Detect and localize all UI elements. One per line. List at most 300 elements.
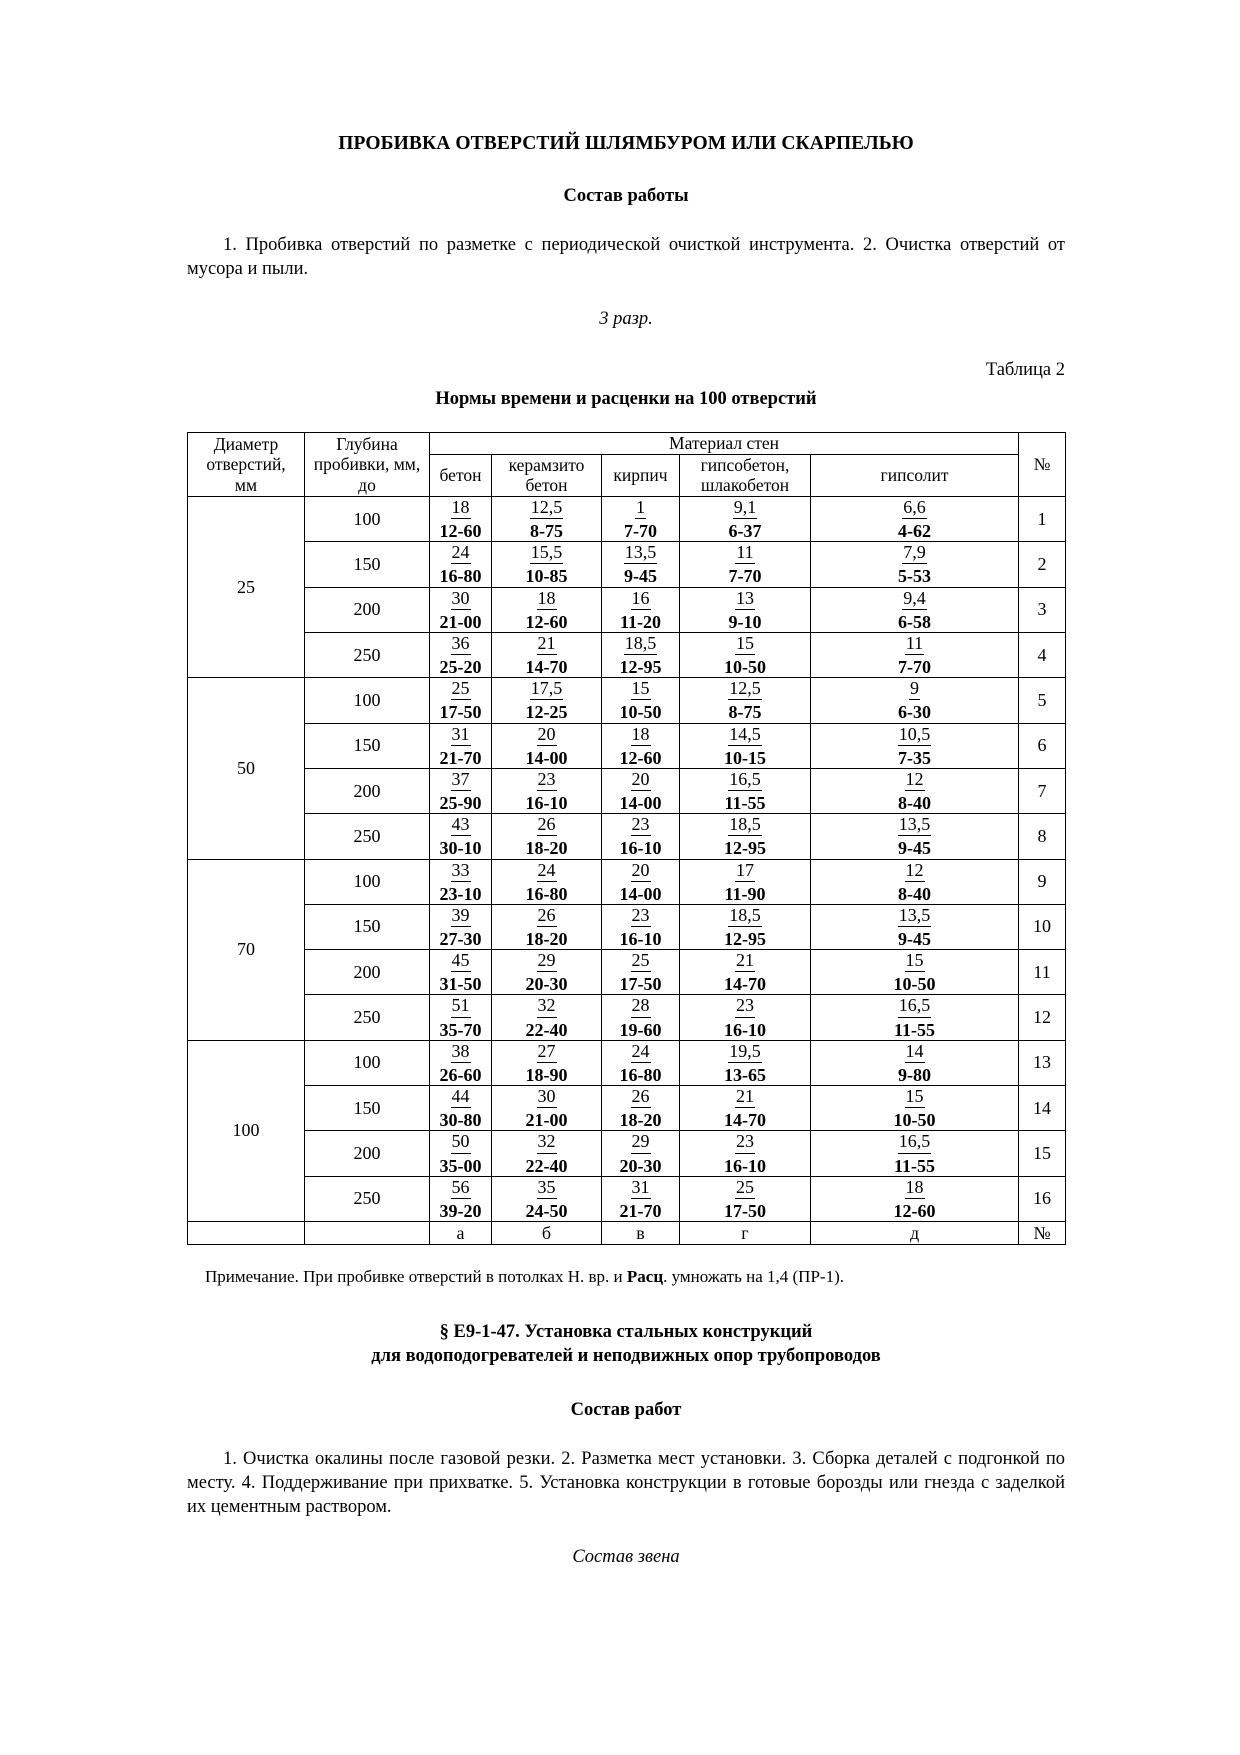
- price-rate: 16-80: [619, 1064, 662, 1085]
- time-norm: 12: [905, 769, 925, 791]
- price-rate: 12-60: [893, 1200, 936, 1221]
- section2-title-line2: для водоподогревателей и неподвижных опор трубопроводов: [371, 1346, 881, 1367]
- cell-diameter: 50: [188, 678, 305, 859]
- document-page: [187, 0, 1065, 1568]
- time-norm: 32: [537, 995, 557, 1017]
- cell-row-number: 6: [1019, 723, 1066, 768]
- time-norm: 7,9: [902, 542, 927, 564]
- cell-gipsobeton: [680, 995, 811, 1040]
- section2-composition-heading: Состав работ: [570, 1399, 682, 1420]
- cell-row-number: 3: [1019, 587, 1066, 632]
- cell-kirpich: [602, 1086, 680, 1131]
- price-rate: 23-10: [439, 883, 482, 904]
- price-rate: 10-50: [893, 974, 936, 995]
- price-rate: 18-90: [525, 1064, 568, 1085]
- time-norm: 13,5: [898, 905, 932, 927]
- table-row: [188, 497, 1066, 542]
- table-title: Нормы времени и расценки на 100 отверстий: [435, 389, 817, 410]
- price-rate: 21-00: [439, 611, 482, 632]
- cell-kirpich: [602, 587, 680, 632]
- time-norm: 28: [631, 995, 651, 1017]
- time-norm: 51: [451, 995, 471, 1017]
- time-norm: 1: [635, 497, 646, 519]
- composition-paragraph: 1. Пробивка отверстий по разметке с периодической очисткой инструмента. 2. Очистка отверстий от мусора и пыли.: [187, 235, 1065, 280]
- price-rate: 14-00: [619, 883, 662, 904]
- time-norm: 27: [537, 1041, 557, 1063]
- worker-rank: 3 разр.: [599, 309, 653, 330]
- price-rate: 9-45: [898, 928, 932, 949]
- price-rate: 18-20: [619, 1110, 662, 1131]
- price-rate: 22-40: [525, 1019, 568, 1040]
- cell-gipsobeton: [680, 497, 811, 542]
- time-norm: 20: [537, 724, 557, 746]
- cell-row-number: 13: [1019, 1040, 1066, 1085]
- cell-gipsolit: [811, 950, 1019, 995]
- header-depth-line1: Глубина: [336, 433, 398, 454]
- price-rate: 16-10: [724, 1019, 766, 1040]
- header-diameter-line1: Диаметр: [213, 433, 279, 454]
- cell-keramzitobeton: [492, 768, 602, 813]
- time-norm: 56: [451, 1177, 471, 1199]
- table-row: [188, 1040, 1066, 1085]
- cell-beton: [430, 950, 492, 995]
- cell-beton: [430, 768, 492, 813]
- price-rate: 30-10: [439, 838, 482, 859]
- time-norm: 21: [537, 633, 557, 655]
- cell-depth: 200: [305, 768, 430, 813]
- cell-beton: [430, 859, 492, 904]
- time-norm: 16: [631, 588, 651, 610]
- cell-depth: 150: [305, 904, 430, 949]
- price-rate: 12-60: [439, 521, 482, 542]
- price-rate: 18-20: [525, 838, 568, 859]
- price-rate: 31-50: [439, 974, 482, 995]
- cell-column-letter: №: [1019, 1222, 1066, 1245]
- price-rate: 20-30: [525, 974, 568, 995]
- time-norm: 35: [537, 1177, 557, 1199]
- price-rate: 30-80: [439, 1110, 482, 1131]
- cell-kirpich: [602, 1176, 680, 1221]
- time-norm: 25: [735, 1177, 755, 1199]
- cell-row-number: 16: [1019, 1176, 1066, 1221]
- header-depth-line2: пробивки, мм,: [313, 454, 421, 475]
- time-norm: 31: [631, 1177, 651, 1199]
- time-norm: 9: [909, 678, 920, 700]
- cell-gipsolit: [811, 542, 1019, 587]
- price-rate: 9-80: [898, 1064, 932, 1085]
- time-norm: 13: [735, 588, 755, 610]
- cell-depth: 150: [305, 1086, 430, 1131]
- time-norm: 12: [905, 860, 925, 882]
- cell-depth: 100: [305, 1040, 430, 1085]
- cell-row-number: 10: [1019, 904, 1066, 949]
- header-number: №: [1019, 433, 1066, 497]
- price-rate: 12-60: [619, 747, 662, 768]
- time-norm: 13,5: [898, 814, 932, 836]
- price-rate: 22-40: [525, 1155, 568, 1176]
- cell-gipsolit: [811, 497, 1019, 542]
- table-row: [188, 995, 1066, 1040]
- table-body: [188, 497, 1066, 1222]
- cell-gipsolit: [811, 632, 1019, 677]
- norms-table: [187, 432, 1066, 1245]
- cell-gipsobeton: [680, 542, 811, 587]
- cell-kirpich: [602, 497, 680, 542]
- header-depth-line3: до: [358, 474, 376, 495]
- cell-depth: 250: [305, 995, 430, 1040]
- price-rate: 17-50: [724, 1200, 766, 1221]
- cell-column-letter: д: [811, 1222, 1019, 1245]
- table-header: [188, 433, 1066, 497]
- header-material-gipsolit: гипсолит: [811, 454, 1019, 496]
- price-rate: 19-60: [619, 1019, 662, 1040]
- time-norm: 26: [537, 814, 557, 836]
- table-row: [188, 950, 1066, 995]
- cell-beton: [430, 1040, 492, 1085]
- header-keramzito-line1: керамзито: [508, 454, 585, 475]
- time-norm: 29: [631, 1131, 651, 1153]
- cell-kirpich: [602, 632, 680, 677]
- time-norm: 25: [451, 678, 471, 700]
- cell-gipsobeton: [680, 768, 811, 813]
- time-norm: 26: [631, 1086, 651, 1108]
- time-norm: 15: [631, 678, 651, 700]
- time-norm: 44: [451, 1086, 471, 1108]
- section2-title-line1: § Е9-1-47. Установка стальных конструкций: [439, 1322, 813, 1343]
- cell-gipsobeton: [680, 587, 811, 632]
- table-row: [188, 587, 1066, 632]
- header-depth: [305, 433, 430, 497]
- cell-kirpich: [602, 859, 680, 904]
- time-norm: 24: [451, 542, 471, 564]
- time-norm: 23: [631, 814, 651, 836]
- time-norm: 18: [631, 724, 651, 746]
- time-norm: 11: [735, 542, 754, 564]
- cell-row-number: 9: [1019, 859, 1066, 904]
- cell-keramzitobeton: [492, 995, 602, 1040]
- time-norm: 10,5: [898, 724, 932, 746]
- time-norm: 20: [631, 769, 651, 791]
- cell-column-letter: [188, 1222, 305, 1245]
- time-norm: 15: [905, 1086, 925, 1108]
- header-keramzito-line2: бетон: [525, 475, 568, 496]
- price-rate: 20-30: [619, 1155, 662, 1176]
- time-norm: 36: [451, 633, 471, 655]
- price-rate: 12-60: [525, 611, 568, 632]
- time-norm: 37: [451, 769, 471, 791]
- time-norm: 15: [905, 950, 925, 972]
- cell-keramzitobeton: [492, 587, 602, 632]
- cell-diameter: 70: [188, 859, 305, 1040]
- cell-row-number: 2: [1019, 542, 1066, 587]
- time-norm: 18: [451, 497, 471, 519]
- cell-gipsobeton: [680, 632, 811, 677]
- cell-depth: 250: [305, 632, 430, 677]
- time-norm: 16,5: [898, 995, 932, 1017]
- cell-kirpich: [602, 1040, 680, 1085]
- time-norm: 26: [537, 905, 557, 927]
- cell-row-number: 14: [1019, 1086, 1066, 1131]
- time-norm: 23: [631, 905, 651, 927]
- cell-beton: [430, 814, 492, 859]
- time-norm: 15: [735, 633, 755, 655]
- price-rate: 12-95: [724, 928, 766, 949]
- header-material-beton: бетон: [430, 454, 492, 496]
- price-rate: 12-95: [724, 838, 766, 859]
- price-rate: 6-30: [898, 702, 932, 723]
- table-row: [188, 1176, 1066, 1221]
- cell-row-number: 8: [1019, 814, 1066, 859]
- cell-kirpich: [602, 904, 680, 949]
- cell-beton: [430, 632, 492, 677]
- cell-depth: 100: [305, 497, 430, 542]
- cell-kirpich: [602, 1131, 680, 1176]
- note-prefix: Примечание. При пробивке отверстий в потолках Н. вр. и: [205, 1267, 627, 1287]
- cell-beton: [430, 497, 492, 542]
- cell-gipsobeton: [680, 904, 811, 949]
- time-norm: 21: [735, 950, 755, 972]
- price-rate: 24-50: [525, 1200, 568, 1221]
- time-norm: 24: [631, 1041, 651, 1063]
- time-norm: 13,5: [624, 542, 658, 564]
- cell-row-number: 5: [1019, 678, 1066, 723]
- cell-kirpich: [602, 723, 680, 768]
- cell-beton: [430, 542, 492, 587]
- price-rate: 16-80: [439, 566, 482, 587]
- header-material-kirpich: кирпич: [602, 454, 680, 496]
- time-norm: 16,5: [898, 1131, 932, 1153]
- cell-beton: [430, 995, 492, 1040]
- time-norm: 16,5: [728, 769, 762, 791]
- time-norm: 18,5: [624, 633, 658, 655]
- price-rate: 6-37: [728, 521, 762, 542]
- cell-keramzitobeton: [492, 1176, 602, 1221]
- price-rate: 9-45: [898, 838, 932, 859]
- price-rate: 14-70: [525, 657, 568, 678]
- section2-composition-paragraph: 1. Очистка окалины после газовой резки. 2. Разметка мест установки. 3. Сборка деталей с подгонкой по месту. 4. Поддерживание при прихватке. 5. Установка конструкции в готовые борозды или гнезда с заделкой их цементным раствором.: [187, 1448, 1065, 1517]
- table-row: [188, 678, 1066, 723]
- price-rate: 12-95: [619, 657, 662, 678]
- price-rate: 25-90: [439, 793, 482, 814]
- price-rate: 16-80: [525, 883, 568, 904]
- price-rate: 14-70: [724, 1110, 766, 1131]
- cell-depth: 200: [305, 587, 430, 632]
- time-norm: 32: [537, 1131, 557, 1153]
- cell-kirpich: [602, 950, 680, 995]
- cell-row-number: 15: [1019, 1131, 1066, 1176]
- cell-column-letter: а: [430, 1222, 492, 1245]
- cell-diameter: 100: [188, 1040, 305, 1221]
- cell-beton: [430, 1086, 492, 1131]
- table-row: [188, 1131, 1066, 1176]
- table-row: [188, 814, 1066, 859]
- cell-column-letter: [305, 1222, 430, 1245]
- price-rate: 7-35: [898, 747, 932, 768]
- cell-keramzitobeton: [492, 723, 602, 768]
- price-rate: 11-55: [894, 1019, 936, 1040]
- price-rate: 26-60: [439, 1064, 482, 1085]
- price-rate: 16-10: [724, 1155, 766, 1176]
- cell-row-number: 4: [1019, 632, 1066, 677]
- price-rate: 18-20: [525, 928, 568, 949]
- price-rate: 7-70: [728, 566, 762, 587]
- header-material-gipsobeton: [680, 454, 811, 496]
- price-rate: 7-70: [624, 521, 657, 542]
- time-norm: 21: [735, 1086, 755, 1108]
- cell-gipsobeton: [680, 859, 811, 904]
- time-norm: 43: [451, 814, 471, 836]
- time-norm: 14,5: [728, 724, 762, 746]
- price-rate: 27-30: [439, 928, 482, 949]
- time-norm: 18: [537, 588, 557, 610]
- price-rate: 17-50: [439, 702, 482, 723]
- table-row: [188, 859, 1066, 904]
- price-rate: 35-70: [439, 1019, 482, 1040]
- cell-gipsolit: [811, 1131, 1019, 1176]
- header-gipsobeton-line1: гипсобетон,: [700, 454, 790, 475]
- table-row: [188, 1086, 1066, 1131]
- price-rate: 10-50: [619, 702, 662, 723]
- note-suffix: . умножать на 1,4 (ПР-1).: [663, 1267, 844, 1287]
- price-rate: 8-75: [530, 521, 563, 542]
- header-material-keramzitobeton: [492, 454, 602, 496]
- time-norm: 45: [451, 950, 471, 972]
- cell-gipsolit: [811, 904, 1019, 949]
- cell-depth: 200: [305, 1131, 430, 1176]
- header-diameter-line3: мм: [234, 474, 258, 495]
- cell-keramzitobeton: [492, 678, 602, 723]
- cell-depth: 200: [305, 950, 430, 995]
- header-gipsobeton-line2: шлакобетон: [700, 475, 790, 496]
- cell-depth: 100: [305, 678, 430, 723]
- time-norm: 6,6: [902, 497, 927, 519]
- price-rate: 7-70: [898, 657, 932, 678]
- price-rate: 10-50: [724, 657, 766, 678]
- price-rate: 14-00: [619, 793, 662, 814]
- price-rate: 8-75: [728, 702, 762, 723]
- price-rate: 10-15: [724, 747, 766, 768]
- cell-beton: [430, 1176, 492, 1221]
- cell-row-number: 1: [1019, 497, 1066, 542]
- time-norm: 50: [451, 1131, 471, 1153]
- price-rate: 21-00: [525, 1110, 568, 1131]
- table-note: [187, 1267, 1065, 1287]
- cell-keramzitobeton: [492, 814, 602, 859]
- note-bold: Расц: [626, 1267, 664, 1287]
- time-norm: 18,5: [728, 814, 762, 836]
- price-rate: 16-10: [619, 838, 662, 859]
- price-rate: 8-40: [898, 883, 932, 904]
- cell-kirpich: [602, 678, 680, 723]
- time-norm: 23: [537, 769, 557, 791]
- table-row: [188, 904, 1066, 949]
- header-diameter-line2: отверстий,: [206, 454, 286, 475]
- time-norm: 12,5: [530, 497, 564, 519]
- price-rate: 11-55: [724, 793, 766, 814]
- cell-gipsobeton: [680, 1040, 811, 1085]
- cell-gipsolit: [811, 995, 1019, 1040]
- cell-keramzitobeton: [492, 1131, 602, 1176]
- cell-depth: 100: [305, 859, 430, 904]
- price-rate: 12-25: [525, 702, 568, 723]
- table-row: [188, 632, 1066, 677]
- time-norm: 23: [735, 1131, 755, 1153]
- time-norm: 9,1: [733, 497, 758, 519]
- cell-beton: [430, 1131, 492, 1176]
- cell-column-letter: г: [680, 1222, 811, 1245]
- price-rate: 14-70: [724, 974, 766, 995]
- cell-gipsolit: [811, 768, 1019, 813]
- cell-depth: 250: [305, 1176, 430, 1221]
- cell-gipsobeton: [680, 1176, 811, 1221]
- time-norm: 30: [451, 588, 471, 610]
- cell-gipsobeton: [680, 1131, 811, 1176]
- time-norm: 19,5: [728, 1041, 762, 1063]
- cell-gipsobeton: [680, 814, 811, 859]
- cell-beton: [430, 723, 492, 768]
- cell-column-letter: б: [492, 1222, 602, 1245]
- price-rate: 21-70: [619, 1200, 662, 1221]
- cell-keramzitobeton: [492, 1040, 602, 1085]
- time-norm: 18,5: [728, 905, 762, 927]
- cell-row-number: 7: [1019, 768, 1066, 813]
- table-label: Таблица 2: [985, 360, 1065, 381]
- price-rate: 17-50: [619, 974, 662, 995]
- time-norm: 17: [735, 860, 755, 882]
- cell-column-letter: в: [602, 1222, 680, 1245]
- cell-depth: 150: [305, 723, 430, 768]
- cell-gipsobeton: [680, 950, 811, 995]
- cell-gipsolit: [811, 1086, 1019, 1131]
- cell-keramzitobeton: [492, 950, 602, 995]
- time-norm: 23: [735, 995, 755, 1017]
- header-material-group: Материал стен: [430, 433, 1019, 455]
- page-title: ПРОБИВКА ОТВЕРСТИЙ ШЛЯМБУРОМ ИЛИ СКАРПЕЛЬЮ: [338, 133, 914, 154]
- crew-heading: Состав звена: [572, 1546, 680, 1567]
- time-norm: 29: [537, 950, 557, 972]
- time-norm: 18: [905, 1177, 925, 1199]
- cell-gipsolit: [811, 859, 1019, 904]
- time-norm: 30: [537, 1086, 557, 1108]
- cell-beton: [430, 678, 492, 723]
- price-rate: 5-53: [898, 566, 932, 587]
- cell-keramzitobeton: [492, 497, 602, 542]
- header-diameter: [188, 433, 305, 497]
- cell-gipsobeton: [680, 723, 811, 768]
- cell-beton: [430, 587, 492, 632]
- composition-heading: Состав работы: [563, 186, 689, 206]
- cell-gipsolit: [811, 1176, 1019, 1221]
- cell-diameter: 25: [188, 497, 305, 678]
- cell-kirpich: [602, 814, 680, 859]
- price-rate: 9-10: [728, 611, 762, 632]
- price-rate: 11-20: [619, 611, 661, 632]
- cell-kirpich: [602, 995, 680, 1040]
- cell-kirpich: [602, 768, 680, 813]
- price-rate: 4-62: [898, 521, 932, 542]
- cell-kirpich: [602, 542, 680, 587]
- time-norm: 12,5: [728, 678, 762, 700]
- cell-keramzitobeton: [492, 904, 602, 949]
- cell-row-number: 12: [1019, 995, 1066, 1040]
- cell-gipsobeton: [680, 678, 811, 723]
- price-rate: 10-50: [893, 1110, 936, 1131]
- price-rate: 11-55: [894, 1155, 936, 1176]
- cell-depth: 150: [305, 542, 430, 587]
- table-row: [188, 768, 1066, 813]
- cell-keramzitobeton: [492, 632, 602, 677]
- price-rate: 16-10: [525, 793, 568, 814]
